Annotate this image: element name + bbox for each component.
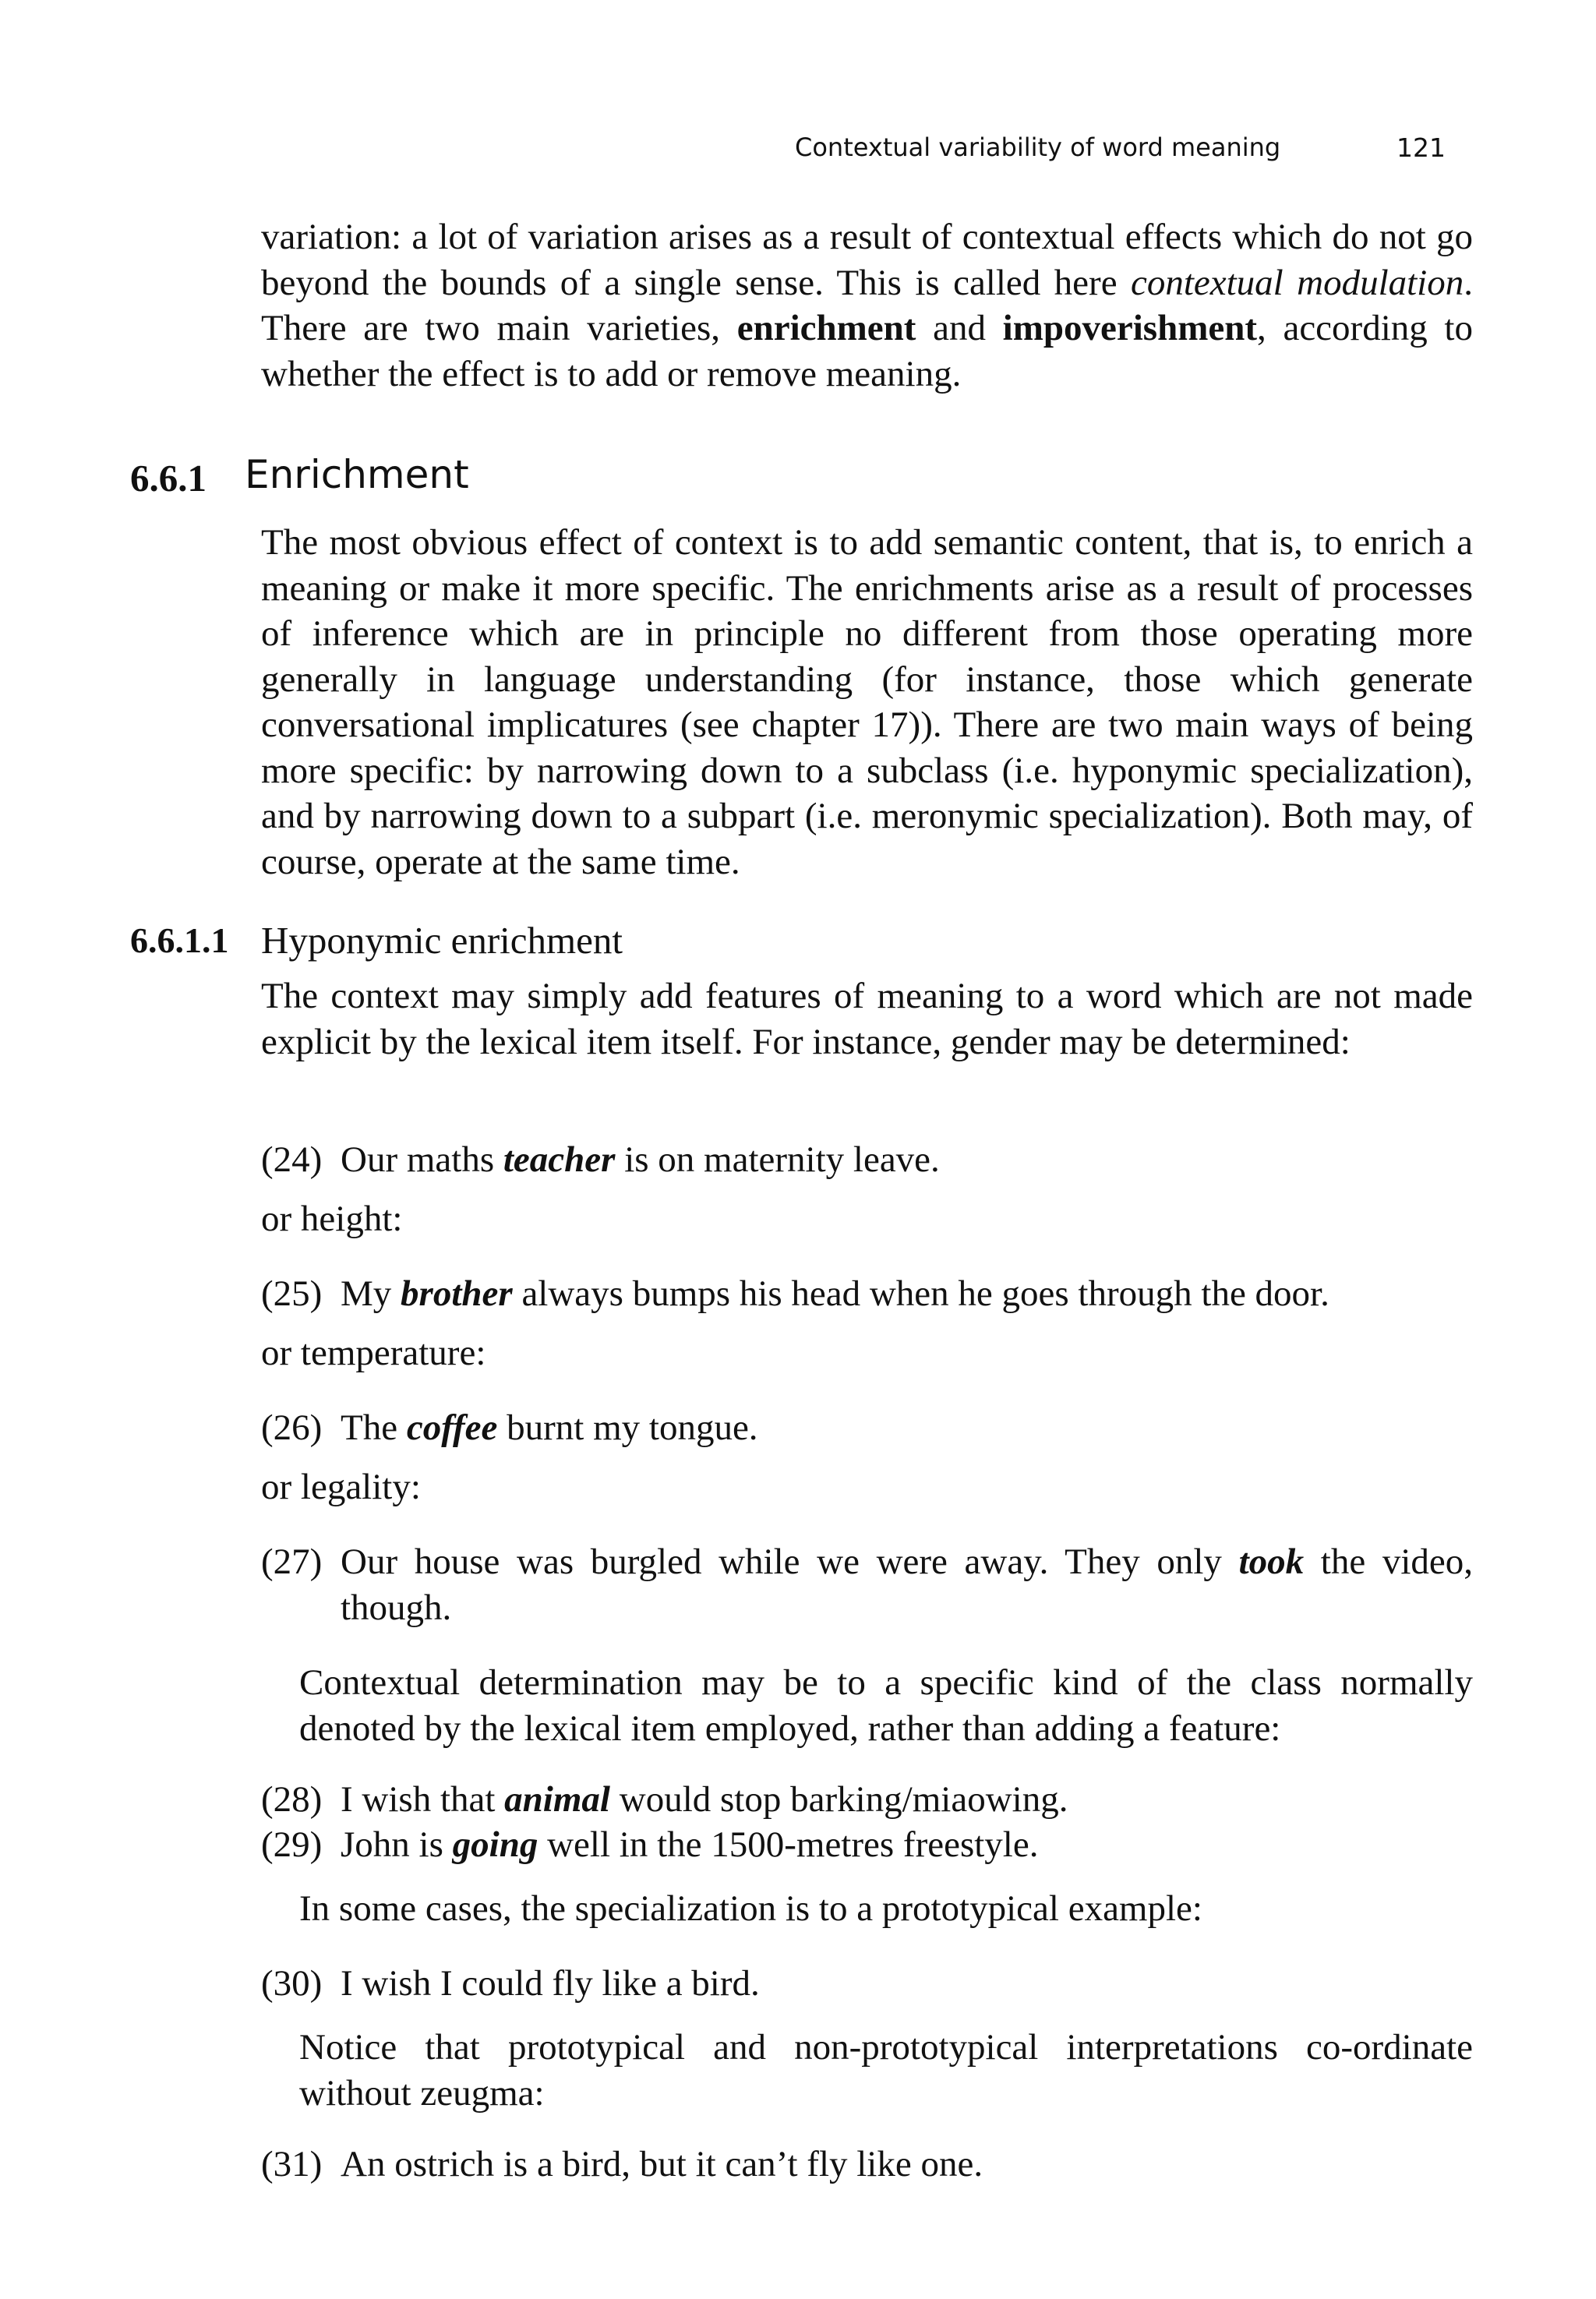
example-text: My brother always bumps his head when he goes through the door.: [341, 1273, 1329, 1314]
example-text: An ostrich is a bird, but it can’t fly like one.: [341, 2144, 983, 2184]
running-header-title: Contextual variability of word meaning: [795, 132, 1281, 162]
example-keyword: animal: [504, 1779, 610, 1820]
example-keyword: going: [452, 1824, 538, 1865]
intro-paragraph: [261, 214, 1473, 397]
example-number: (30): [261, 1963, 323, 2004]
example-number: (26): [261, 1407, 323, 1448]
paragraph-prototypical: In some cases, the specialization is to a prototypical example:: [299, 1888, 1202, 1929]
subsection-number: 6.6.1.1: [130, 920, 229, 960]
example-text: Our house was burgled while we were away. They only took the video, though.: [341, 1541, 1473, 1628]
example-keyword: brother: [401, 1273, 513, 1314]
lead-in-height: or height:: [261, 1199, 403, 1239]
example-keyword: took: [1238, 1541, 1305, 1582]
section-title: Enrichment: [245, 452, 469, 497]
term-enrichment: enrichment: [736, 308, 916, 348]
example-number: (28): [261, 1779, 323, 1820]
paragraph-contextual-determination: Contextual determination may be to a specific kind of the class normally denoted by the lexical item employed, rather than adding a feature:: [299, 1662, 1473, 1749]
lead-in-legality: or legality:: [261, 1467, 421, 1507]
example-keyword: teacher: [503, 1139, 616, 1180]
subsection-title: Hyponymic enrichment: [261, 919, 623, 962]
paragraph-zeugma: Notice that prototypical and non-prototypical interpretations co-ordinate without zeugma:: [299, 2027, 1473, 2114]
example-keyword: coffee: [406, 1407, 498, 1448]
intro-text-2: . There are two main varieties,: [261, 262, 1473, 348]
intro-text-3: and: [916, 308, 1003, 348]
example-number: (24): [261, 1139, 323, 1180]
example-text: I wish that animal would stop barking/miaowing.: [341, 1779, 1068, 1820]
intro-text-4: , according to whether the effect is to add or remove meaning.: [261, 308, 1473, 394]
example-text: Our maths teacher is on maternity leave.: [341, 1139, 940, 1180]
example-number: (25): [261, 1273, 323, 1314]
page-number: 121: [1396, 132, 1446, 163]
example-text: The coffee burnt my tongue.: [341, 1407, 758, 1448]
section-number: 6.6.1: [130, 457, 207, 500]
example-text: I wish I could fly like a bird.: [341, 1963, 760, 2004]
term-contextual-modulation: contextual modulation: [1130, 262, 1464, 303]
section-paragraph: The most obvious effect of context is to add semantic content, that is, to enrich a meaning or make it more specific. The enrichments arise as a result of processes of inference which are in principle no different from those operating more generally in language understanding (for instance, those which generate conversational implicatures (see chapter 17)). There are two main ways of being more specific: by narrowing down to a subclass (i.e. hyponymic specialization), and by narrowing down to a subpart (i.e. meronymic specialization). Both may, of course, operate at the same time.: [261, 522, 1473, 882]
example-number: (27): [261, 1541, 323, 1582]
term-impoverishment: impoverishment: [1002, 308, 1258, 348]
example-number: (29): [261, 1824, 323, 1865]
example-text: John is going well in the 1500-metres freestyle.: [341, 1824, 1039, 1865]
intro-text-1: variation: a lot of variation arises as a result of contextual effects which do not go beyond the bounds of a single sense. This is called here: [261, 217, 1473, 303]
subsection-paragraph: The context may simply add features of meaning to a word which are not made explicit by the lexical item itself. For instance, gender may be determined:: [261, 976, 1473, 1062]
lead-in-temperature: or temperature:: [261, 1333, 486, 1373]
example-number: (31): [261, 2144, 323, 2184]
